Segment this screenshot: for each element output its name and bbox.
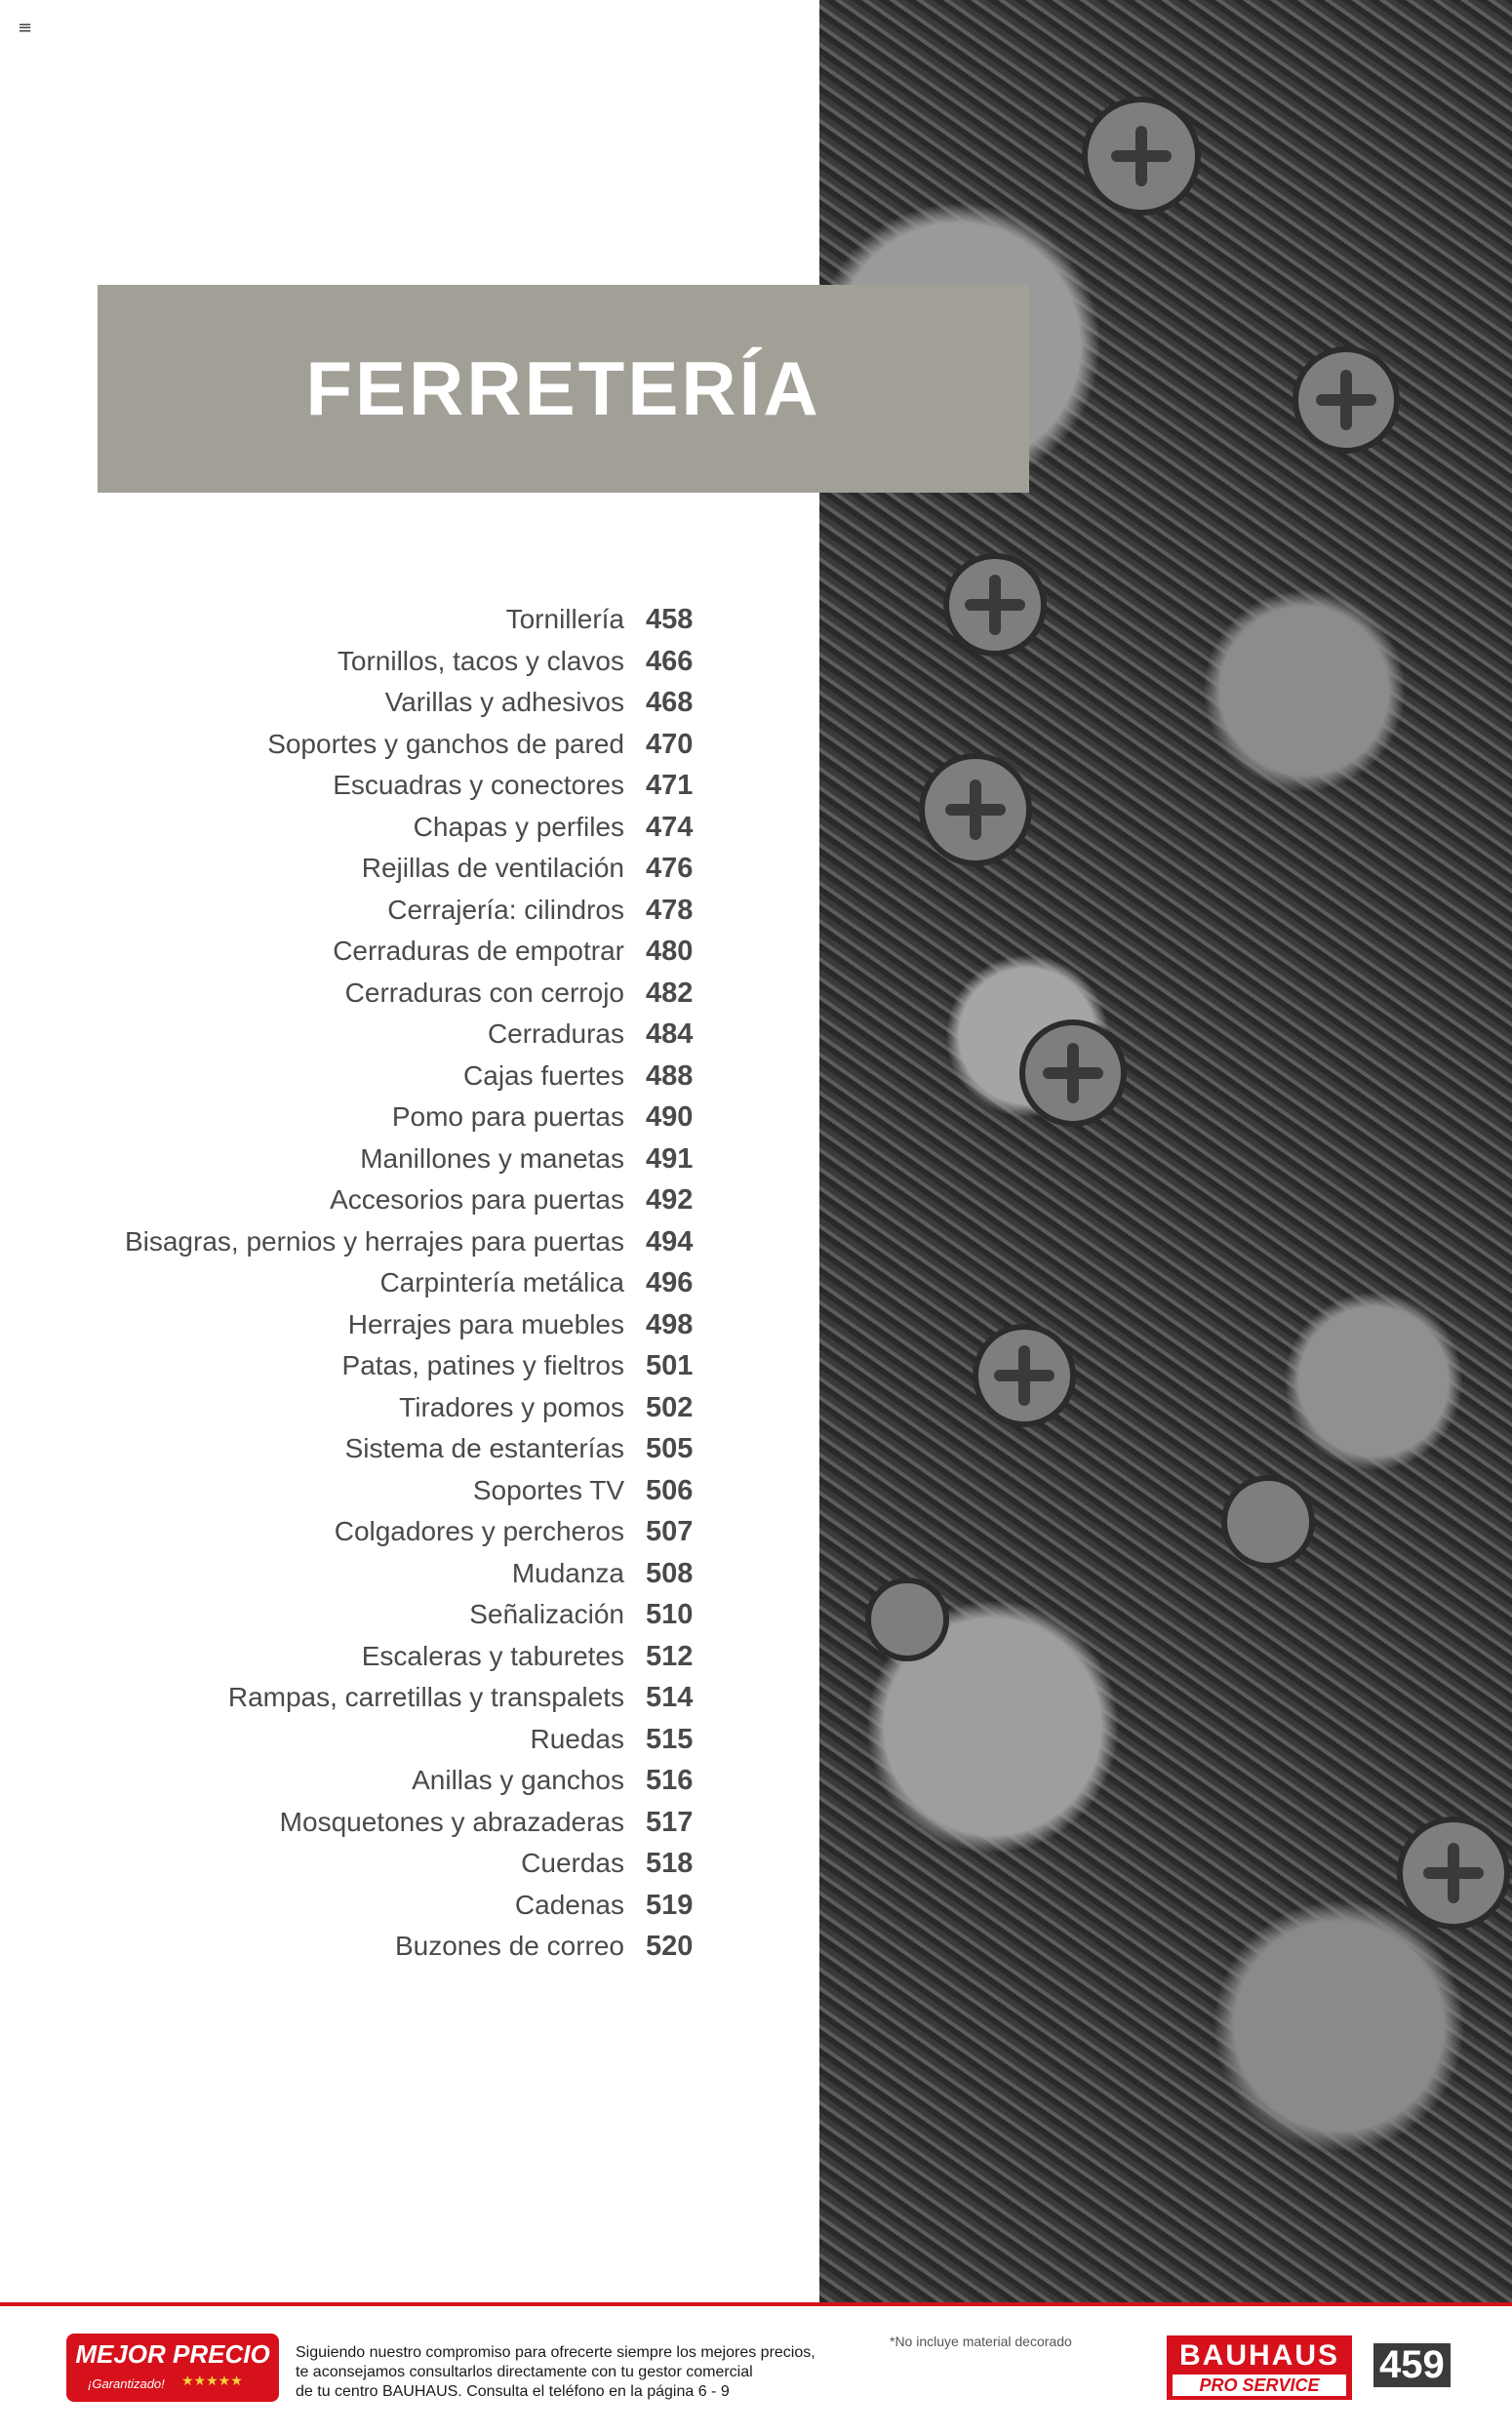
footer-text-line: Siguiendo nuestro compromiso para ofrecerte siempre los mejores precios,	[296, 2344, 816, 2361]
toc-label: Buzones de correo	[394, 1931, 624, 1961]
toc-item[interactable]	[0, 1885, 741, 1926]
footer-text-line: de tu centro BAUHAUS. Consulta el teléfono en la página 6 - 9	[296, 2383, 730, 2400]
toc-page-number: 512	[646, 1640, 694, 1672]
toc-page-number: 491	[646, 1142, 694, 1175]
footer-text-line: te aconsejamos consultarlos directamente con tu gestor comercial	[296, 2364, 753, 2380]
footer-disclaimer	[296, 2343, 861, 2402]
toc-label: Ruedas	[530, 1723, 624, 1754]
toc-page-number: 510	[646, 1599, 694, 1630]
toc-item[interactable]	[0, 1470, 741, 1511]
toc-label: Accesorios para puertas	[330, 1184, 624, 1215]
toc-page-number: 501	[646, 1350, 694, 1381]
page-title: FERRETERÍA	[305, 345, 821, 431]
toc-label: Rejillas de ventilación	[361, 853, 624, 883]
toc-item[interactable]	[0, 1719, 741, 1760]
toc-label: Cerraduras	[487, 1018, 624, 1049]
toc-item[interactable]	[0, 1760, 741, 1801]
toc-item[interactable]	[0, 1221, 741, 1262]
toc-page-number: 474	[646, 811, 694, 843]
toc-label: Cerrajería: cilindros	[387, 894, 624, 925]
toc-page-number: 496	[646, 1267, 694, 1298]
toc-item[interactable]	[0, 1138, 741, 1179]
footer	[0, 2306, 1512, 2435]
toc-item[interactable]	[0, 1636, 741, 1677]
toc-item[interactable]	[0, 1594, 741, 1635]
toc-label: Bisagras, pernios y herrajes para puertas	[124, 1225, 624, 1257]
toc-item[interactable]	[0, 765, 741, 806]
toc-page-number: 471	[646, 770, 694, 801]
toc-item[interactable]	[0, 1179, 741, 1220]
toc-page-number: 514	[646, 1682, 694, 1713]
toc-page-number: 505	[646, 1433, 694, 1464]
toc-item[interactable]	[0, 599, 741, 640]
toc-label: Sistema de estanterías	[344, 1433, 624, 1463]
toc-label: Herrajes para muebles	[347, 1308, 624, 1339]
page-number: 459	[1373, 2343, 1451, 2387]
toc-item[interactable]	[0, 931, 741, 972]
toc-page-number: 506	[646, 1474, 694, 1506]
toc-item[interactable]	[0, 1387, 741, 1428]
toc-item[interactable]	[0, 973, 741, 1014]
badge-title: MEJOR PRECIO	[75, 2339, 270, 2369]
star-rating-icon: ★★★★★	[181, 2374, 243, 2389]
toc-label: Patas, patines y fieltros	[341, 1350, 624, 1380]
toc-label: Cerraduras de empotrar	[333, 936, 624, 966]
toc-item[interactable]	[0, 1843, 741, 1884]
toc-item[interactable]	[0, 1926, 741, 1967]
toc-page-number: 470	[646, 728, 694, 760]
toc-label: Rampas, carretillas y transpalets	[227, 1682, 624, 1712]
toc-label: Tiradores y pomos	[399, 1391, 624, 1422]
toc-label: Cajas fuertes	[463, 1059, 624, 1091]
toc-item[interactable]	[0, 1428, 741, 1469]
toc-item[interactable]	[0, 641, 741, 682]
toc-page-number: 516	[646, 1765, 694, 1796]
toc-page-number: 507	[646, 1516, 694, 1547]
toc-label: Escuadras y conectores	[333, 770, 624, 800]
toc-item[interactable]	[0, 1677, 741, 1718]
toc-page-number: 466	[646, 645, 694, 677]
toc-page-number: 520	[646, 1931, 694, 1962]
toc-item[interactable]	[0, 682, 741, 723]
toc-label: Soportes y ganchos de pared	[267, 728, 624, 759]
toc-label: Tornillería	[505, 604, 624, 634]
section-title-box	[98, 285, 1029, 493]
toc-page-number: 458	[646, 604, 694, 635]
toc-page-number: 508	[646, 1557, 694, 1589]
toc-label: Cadenas	[514, 1889, 624, 1920]
toc-page-number: 468	[646, 687, 694, 718]
toc-page-number: 515	[646, 1723, 694, 1755]
toc-label: Cuerdas	[521, 1848, 624, 1878]
toc-page-number: 498	[646, 1308, 694, 1340]
toc-label: Mosquetones y abrazaderas	[279, 1806, 624, 1837]
toc-item[interactable]	[0, 1056, 741, 1097]
toc-label: Señalización	[469, 1599, 624, 1629]
toc-item[interactable]	[0, 848, 741, 889]
toc-item[interactable]	[0, 1802, 741, 1843]
toc-page-number: 480	[646, 936, 694, 967]
toc-page-number: 478	[646, 894, 694, 926]
toc-page-number: 484	[646, 1018, 694, 1050]
toc-page-number: 482	[646, 977, 694, 1009]
toc-item[interactable]	[0, 1345, 741, 1386]
logo-subtitle: PRO SERVICE	[1173, 2375, 1346, 2396]
toc-item[interactable]	[0, 724, 741, 765]
toc-item[interactable]	[0, 1511, 741, 1552]
toc-label: Anillas y ganchos	[412, 1765, 624, 1795]
menu-icon[interactable]: ≡	[18, 18, 33, 38]
toc-item[interactable]	[0, 1553, 741, 1594]
toc-item[interactable]	[0, 807, 741, 848]
toc-page-number: 492	[646, 1184, 694, 1216]
toc-label: Chapas y perfiles	[413, 811, 624, 842]
toc-item[interactable]	[0, 1014, 741, 1055]
bauhaus-logo	[1167, 2335, 1352, 2400]
toc-label: Carpintería metálica	[379, 1267, 624, 1297]
toc-item[interactable]	[0, 1262, 741, 1303]
toc-page-number: 517	[646, 1806, 694, 1838]
toc-page-number: 519	[646, 1889, 694, 1921]
best-price-badge	[66, 2334, 279, 2402]
toc-item[interactable]	[0, 1097, 741, 1138]
toc-page-number: 518	[646, 1848, 694, 1879]
toc-label: Tornillos, tacos y clavos	[337, 645, 624, 676]
toc-page-number: 494	[646, 1225, 694, 1257]
toc-page-number: 490	[646, 1101, 694, 1133]
toc-label: Pomo para puertas	[391, 1101, 624, 1132]
badge-subtitle: ¡Garantizado!	[88, 2376, 165, 2391]
toc-page-number: 502	[646, 1391, 694, 1423]
toc-label: Soportes TV	[472, 1474, 624, 1505]
toc-item[interactable]	[0, 890, 741, 931]
logo-wordmark: BAUHAUS	[1179, 2339, 1339, 2372]
toc-page-number: 488	[646, 1059, 694, 1092]
toc-page-number: 476	[646, 853, 694, 884]
toc-label: Varillas y adhesivos	[384, 687, 624, 717]
toc-label: Cerraduras con cerrojo	[344, 977, 624, 1008]
toc-label: Mudanza	[511, 1557, 624, 1588]
toc-label: Manillones y manetas	[360, 1142, 624, 1174]
toc-label: Escaleras y taburetes	[361, 1640, 624, 1671]
toc-item[interactable]	[0, 1304, 741, 1345]
toc-label: Colgadores y percheros	[334, 1516, 624, 1546]
footer-note: *No incluye material decorado	[890, 2334, 1072, 2349]
